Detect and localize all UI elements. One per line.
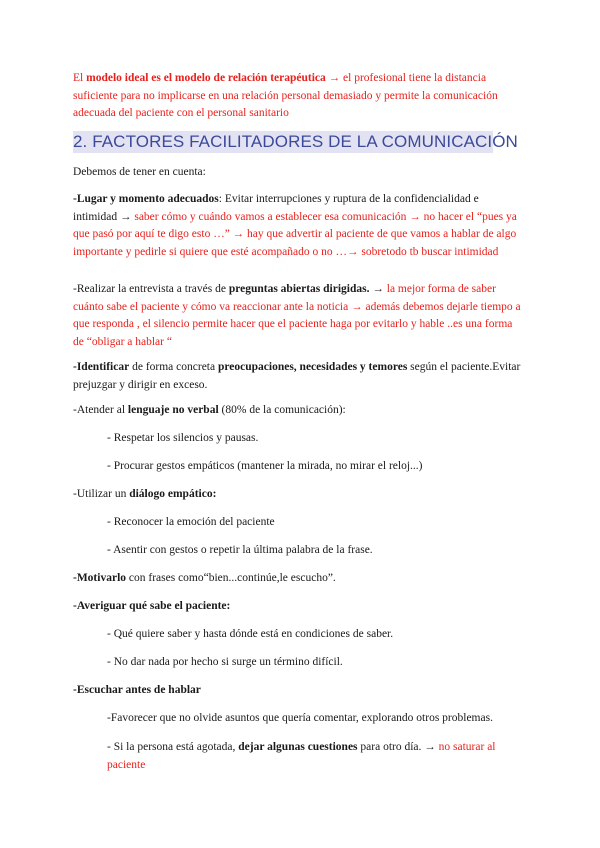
intro-bold: modelo ideal es el modelo de relación terapéutica — [86, 72, 326, 84]
list-item: -Favorecer que no olvide asuntos que quería comentar, explorando otros problemas. — [107, 712, 493, 724]
paragraph-motivarlo — [73, 570, 525, 588]
p4-bold: lenguaje no verbal — [127, 404, 219, 416]
section-heading: 2. FACTORES FACILITADORES DE LA COMUNICACIÓN — [73, 132, 518, 151]
paragraph-preguntas-abiertas — [73, 281, 525, 351]
list-item: - Qué quiere saber y hasta dónde está en condiciones de saber. — [107, 628, 394, 640]
p2-red-text: la mejor forma de saber cuánto sabe el paciente y cómo va reaccionar ante la noticia → además debemos dejarle tiempo a que responda , el silencio permite hacer que el paciente haga por evitarlo y hable ..es una forma de “obligar a hablar “ — [73, 283, 521, 348]
list-item: - No dar nada por hecho si surge un término difícil. — [107, 656, 343, 668]
paragraph-lenguaje-no-verbal — [73, 402, 525, 420]
intro-text: El — [73, 72, 87, 84]
p8-item-text: - Si la persona está agotada, — [107, 741, 239, 753]
p2-text: -Realizar la entrevista a través de — [73, 283, 229, 295]
p2-bold: preguntas abiertas dirigidas. — [228, 283, 370, 295]
p3-bold: -Identificar — [73, 361, 130, 373]
p4-text-2: (80% de la comunicación): — [218, 404, 346, 416]
list-item: - Asentir con gestos o repetir la última palabra de la frase. — [107, 544, 373, 556]
p3-bold-2: preocupaciones, necesidades y temores — [217, 361, 408, 373]
list-item: - Procurar gestos empáticos (mantener la mirada, no mirar el reloj...) — [107, 460, 423, 472]
p8-bold: -Escuchar antes de hablar — [73, 684, 201, 696]
p1-red-text: saber cómo y cuándo vamos a establecer esa comunicación → no hacer el “pues ya que pasó por aquí te digo esto …” → hay que advertir al paciente de que vamos a hablar de algo importante y pedirle si quiere que esté acompañado o no …→ sobretodo tb buscar intimidad — [73, 210, 517, 258]
list-item: - Reconocer la emoción del paciente — [107, 516, 275, 528]
p1-bold: -Lugar y momento adecuados — [73, 193, 219, 205]
p4-text: -Atender al — [73, 404, 128, 416]
p8-item-red-text: no saturar al paciente — [107, 741, 496, 771]
p6-bold: -Motivarlo — [73, 572, 127, 584]
p7-bold: -Averiguar qué sabe el paciente: — [73, 600, 231, 612]
p1-text: : Evitar interrupciones y ruptura de la confidencialidad e intimidad → — [73, 193, 479, 223]
paragraph-averiguar — [73, 598, 525, 616]
list-item: - Respetar los silencios y pausas. — [107, 432, 259, 444]
p3-text: de forma concreta — [129, 361, 218, 373]
p8-item-text-2: para otro día. → — [357, 741, 439, 753]
p3-text-2: según el paciente.Evitar prejuzgar y dirigir en exceso. — [73, 361, 521, 391]
paragraph-lugar-momento — [73, 191, 525, 261]
p5-bold: diálogo empático: — [129, 488, 217, 500]
paragraph-escuchar — [73, 682, 525, 700]
p8-item-bold: dejar algunas cuestiones — [238, 741, 358, 753]
intro-paragraph — [73, 70, 525, 123]
paragraph-dialogo-empatico — [73, 486, 525, 504]
paragraph-identificar — [73, 359, 525, 394]
p6-text: con frases como“bien...continúe,le escucho”. — [126, 572, 336, 584]
list-item-dejar-cuestiones — [107, 739, 527, 774]
p5-text: -Utilizar un — [73, 488, 130, 500]
intro-text-rest: → el profesional tiene la distancia suficiente para no implicarse en una relación personal demasiado y permite la comunicación adecuada del paciente con el personal sanitario — [73, 72, 498, 119]
lead-text: Debemos de tener en cuenta: — [73, 166, 206, 178]
p2-arrow: → — [369, 283, 387, 295]
